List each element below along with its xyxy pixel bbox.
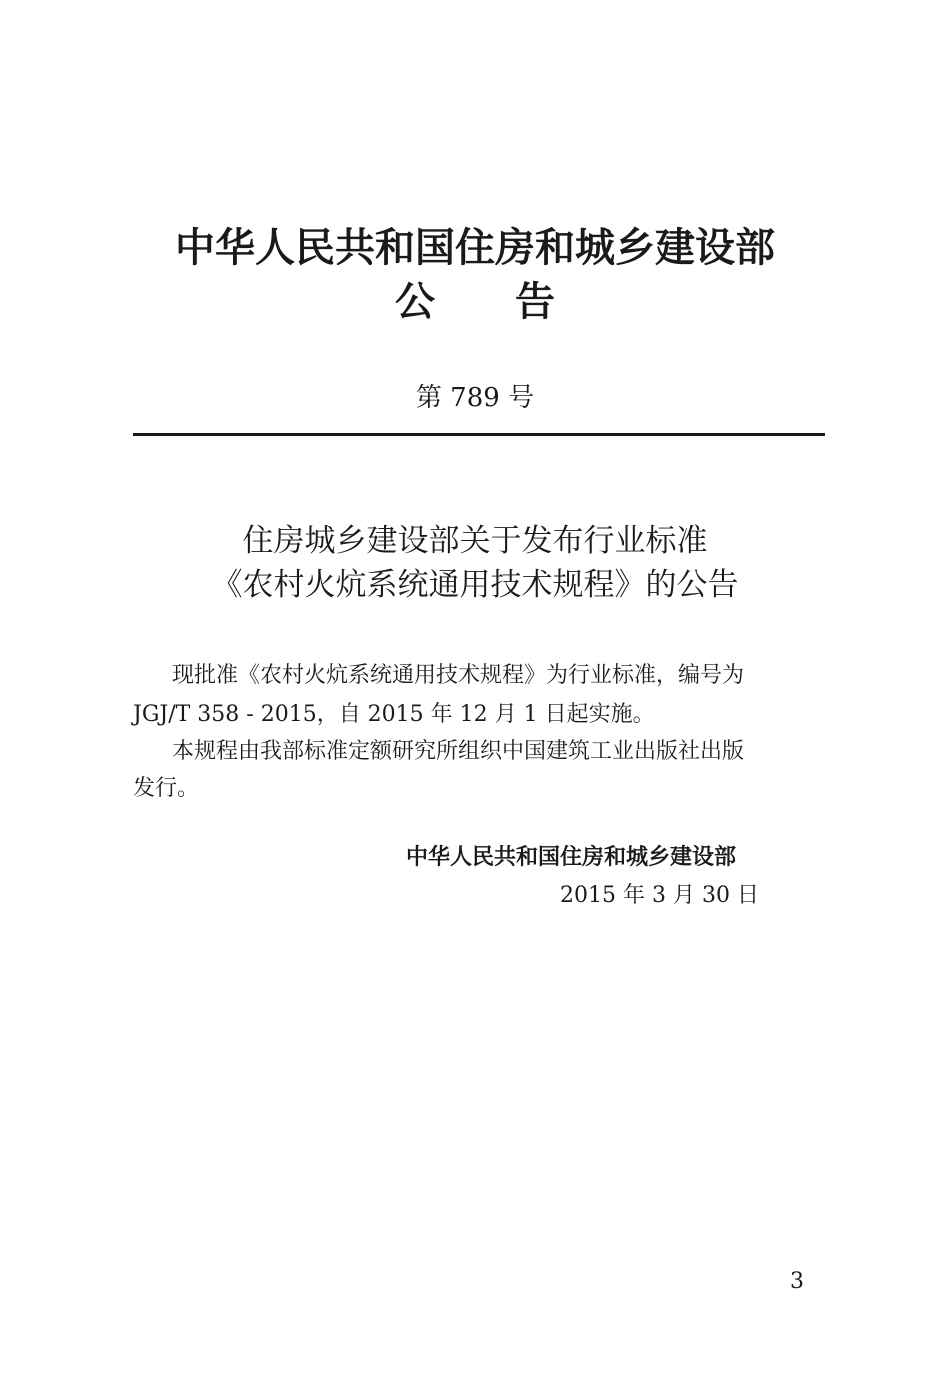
subject-line-1: 住房城乡建设部关于发布行业标准	[242, 523, 708, 559]
signer-name: 中华人民共和国住房和城乡建设部	[406, 845, 737, 870]
document-kind-heading: 公 告	[395, 279, 555, 325]
page-number: 3	[790, 1269, 804, 1294]
header-divider	[133, 433, 825, 436]
issuer-title: 中华人民共和国住房和城乡建设部	[175, 225, 775, 271]
announcement-number: 第 789 号	[415, 383, 535, 413]
body-paragraph-2-line-2: 发行。	[133, 776, 200, 801]
subject-line-2: 《农村火炕系统通用技术规程》的公告	[211, 567, 739, 603]
signature-date: 2015 年 3 月 30 日	[560, 883, 759, 908]
body-paragraph-2-line-1: 本规程由我部标准定额研究所组织中国建筑工业出版社出版	[172, 739, 745, 764]
body-paragraph-1-line-1: 现批准《农村火炕系统通用技术规程》为行业标准，编号为	[172, 663, 745, 688]
body-paragraph-1-line-2: JGJ/T 358 - 2015，自 2015 年 12 月 1 日起实施。	[133, 702, 655, 727]
